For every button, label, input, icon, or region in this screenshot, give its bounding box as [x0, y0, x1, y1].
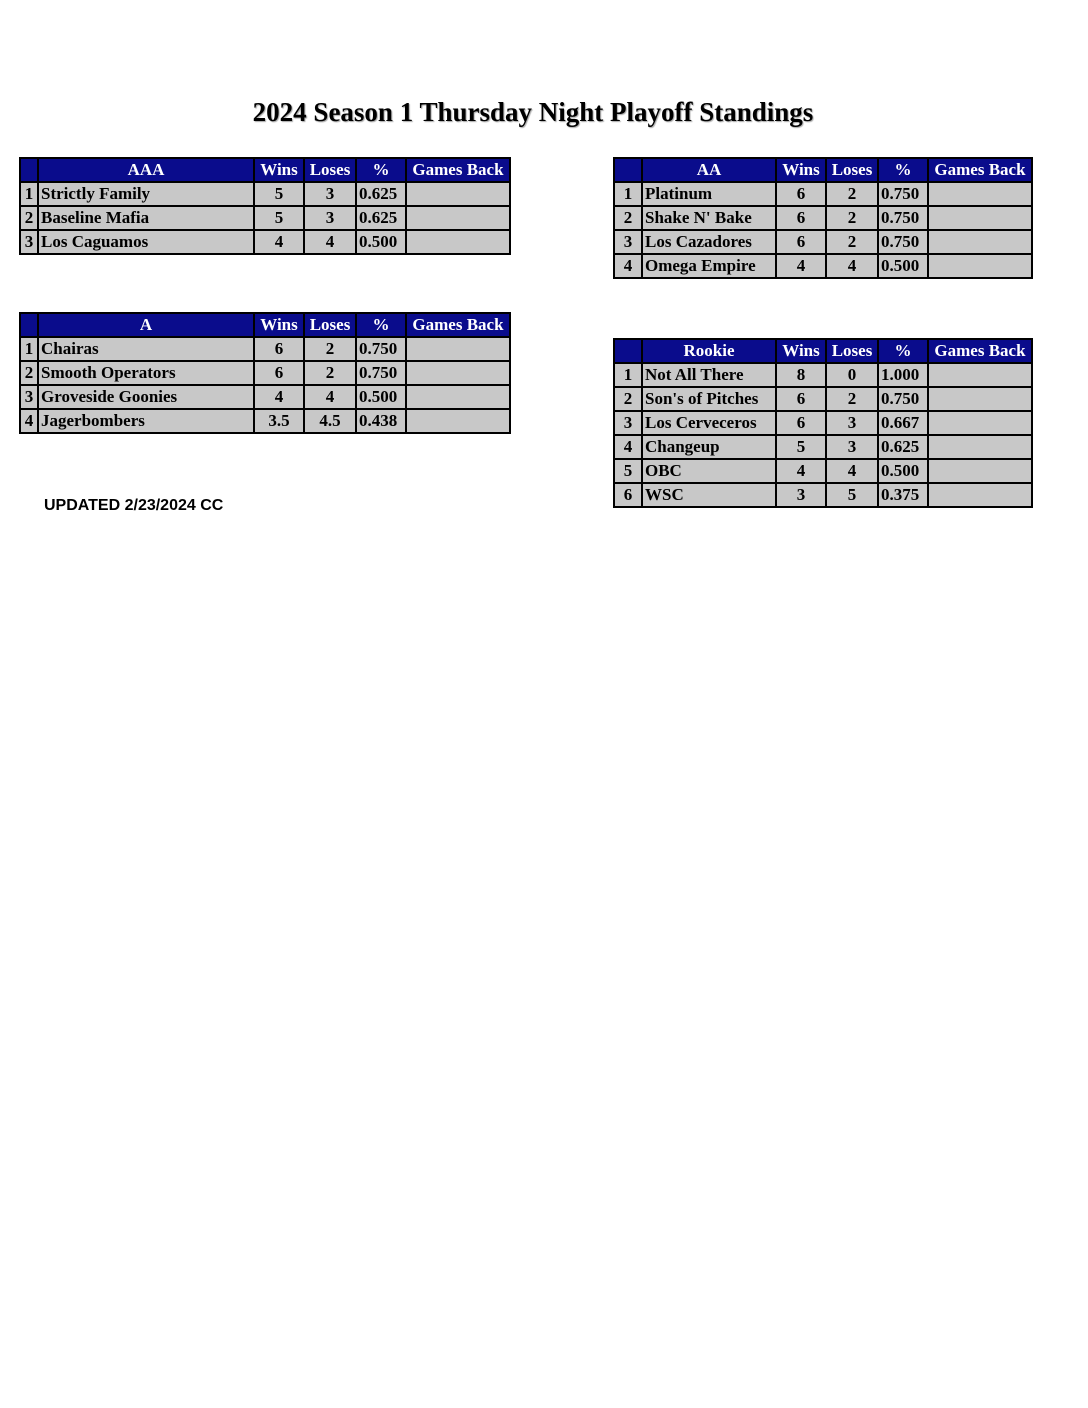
- wins-header: Wins: [776, 339, 826, 363]
- table-header-row: [614, 339, 1032, 363]
- pct-header: %: [878, 158, 928, 182]
- rank-cell: 6: [614, 483, 642, 507]
- pct-cell: 0.750: [878, 387, 928, 411]
- rank-header: [614, 339, 642, 363]
- wins-cell: 5: [776, 435, 826, 459]
- wins-cell: 4: [776, 254, 826, 278]
- rank-cell: 1: [614, 182, 642, 206]
- division-name: AAA: [38, 158, 254, 182]
- loses-cell: 4: [826, 254, 878, 278]
- wins-cell: 8: [776, 363, 826, 387]
- loses-header: Loses: [304, 313, 356, 337]
- loses-cell: 2: [826, 230, 878, 254]
- table-row: [20, 385, 510, 409]
- wins-cell: 6: [776, 230, 826, 254]
- loses-cell: 4: [826, 459, 878, 483]
- games-back-cell: [928, 483, 1032, 507]
- games-back-cell: [406, 182, 510, 206]
- pct-cell: 0.750: [878, 230, 928, 254]
- games-back-cell: [406, 409, 510, 433]
- loses-cell: 2: [304, 361, 356, 385]
- rank-header: [20, 313, 38, 337]
- pct-cell: 0.625: [878, 435, 928, 459]
- loses-cell: 2: [826, 182, 878, 206]
- division-name: AA: [642, 158, 776, 182]
- team-name-cell: Chairas: [38, 337, 254, 361]
- games-back-cell: [928, 435, 1032, 459]
- table-row: [614, 435, 1032, 459]
- table-row: [20, 182, 510, 206]
- pct-cell: 1.000: [878, 363, 928, 387]
- wins-cell: 3.5: [254, 409, 304, 433]
- division-name: A: [38, 313, 254, 337]
- loses-cell: 3: [826, 411, 878, 435]
- wins-cell: 4: [254, 230, 304, 254]
- table-row: [614, 459, 1032, 483]
- wins-cell: 6: [776, 182, 826, 206]
- wins-cell: 6: [776, 206, 826, 230]
- table-header-row: [20, 158, 510, 182]
- team-name-cell: Shake N' Bake: [642, 206, 776, 230]
- games-back-cell: [406, 337, 510, 361]
- rank-cell: 1: [20, 337, 38, 361]
- games-back-header: Games Back: [406, 158, 510, 182]
- table-row: [614, 387, 1032, 411]
- rank-cell: 4: [20, 409, 38, 433]
- team-name-cell: Omega Empire: [642, 254, 776, 278]
- pct-cell: 0.750: [356, 337, 406, 361]
- games-back-cell: [406, 230, 510, 254]
- games-back-cell: [928, 230, 1032, 254]
- wins-cell: 5: [254, 206, 304, 230]
- pct-cell: 0.625: [356, 182, 406, 206]
- table-row: [20, 230, 510, 254]
- rank-cell: 2: [614, 206, 642, 230]
- pct-header: %: [356, 158, 406, 182]
- rank-cell: 3: [614, 411, 642, 435]
- pct-header: %: [356, 313, 406, 337]
- games-back-cell: [928, 254, 1032, 278]
- games-back-cell: [406, 385, 510, 409]
- team-name-cell: Son's of Pitches: [642, 387, 776, 411]
- rank-cell: 2: [614, 387, 642, 411]
- wins-cell: 6: [254, 337, 304, 361]
- rank-cell: 2: [20, 361, 38, 385]
- table-row: [614, 411, 1032, 435]
- team-name-cell: Baseline Mafia: [38, 206, 254, 230]
- table-row: [614, 182, 1032, 206]
- table-row: [614, 230, 1032, 254]
- loses-cell: 2: [304, 337, 356, 361]
- games-back-cell: [928, 182, 1032, 206]
- games-back-cell: [928, 363, 1032, 387]
- table-header-row: [20, 313, 510, 337]
- rank-cell: 5: [614, 459, 642, 483]
- pct-cell: 0.500: [878, 459, 928, 483]
- loses-cell: 3: [304, 182, 356, 206]
- games-back-cell: [928, 387, 1032, 411]
- loses-cell: 0: [826, 363, 878, 387]
- rank-cell: 4: [614, 435, 642, 459]
- table-row: [20, 206, 510, 230]
- wins-cell: 4: [776, 459, 826, 483]
- rank-cell: 1: [614, 363, 642, 387]
- updated-note: UPDATED 2/23/2024 CC: [44, 497, 224, 514]
- table-row: [614, 254, 1032, 278]
- team-name-cell: WSC: [642, 483, 776, 507]
- games-back-cell: [406, 206, 510, 230]
- loses-cell: 3: [304, 206, 356, 230]
- pct-cell: 0.500: [878, 254, 928, 278]
- wins-cell: 6: [254, 361, 304, 385]
- games-back-cell: [406, 361, 510, 385]
- pct-cell: 0.750: [878, 182, 928, 206]
- division-name: Rookie: [642, 339, 776, 363]
- table-row: [614, 206, 1032, 230]
- team-name-cell: Los Caguamos: [38, 230, 254, 254]
- team-name-cell: Changeup: [642, 435, 776, 459]
- team-name-cell: OBC: [642, 459, 776, 483]
- table-row: [614, 363, 1032, 387]
- games-back-header: Games Back: [928, 158, 1032, 182]
- loses-header: Loses: [826, 339, 878, 363]
- loses-cell: 2: [826, 206, 878, 230]
- team-name-cell: Groveside Goonies: [38, 385, 254, 409]
- table-row: [20, 361, 510, 385]
- page-title: 2024 Season 1 Thursday Night Playoff Standings: [252, 97, 814, 127]
- loses-cell: 2: [826, 387, 878, 411]
- games-back-header: Games Back: [406, 313, 510, 337]
- wins-header: Wins: [254, 313, 304, 337]
- standings-table-a: [19, 312, 511, 434]
- pct-cell: 0.500: [356, 385, 406, 409]
- pct-cell: 0.625: [356, 206, 406, 230]
- wins-header: Wins: [776, 158, 826, 182]
- team-name-cell: Platinum: [642, 182, 776, 206]
- team-name-cell: Not All There: [642, 363, 776, 387]
- team-name-cell: Strictly Family: [38, 182, 254, 206]
- wins-cell: 5: [254, 182, 304, 206]
- rank-cell: 3: [20, 385, 38, 409]
- table-header-row: [614, 158, 1032, 182]
- games-back-header: Games Back: [928, 339, 1032, 363]
- table-row: [20, 337, 510, 361]
- wins-cell: 6: [776, 411, 826, 435]
- pct-cell: 0.750: [878, 206, 928, 230]
- loses-cell: 4: [304, 230, 356, 254]
- rank-cell: 2: [20, 206, 38, 230]
- wins-cell: 3: [776, 483, 826, 507]
- rank-cell: 3: [20, 230, 38, 254]
- table-row: [614, 483, 1032, 507]
- loses-header: Loses: [304, 158, 356, 182]
- team-name-cell: Los Cazadores: [642, 230, 776, 254]
- loses-cell: 4: [304, 385, 356, 409]
- rank-cell: 3: [614, 230, 642, 254]
- standings-table-rookie: [613, 338, 1033, 508]
- pct-cell: 0.750: [356, 361, 406, 385]
- games-back-cell: [928, 411, 1032, 435]
- pct-cell: 0.438: [356, 409, 406, 433]
- games-back-cell: [928, 459, 1032, 483]
- loses-header: Loses: [826, 158, 878, 182]
- wins-cell: 4: [254, 385, 304, 409]
- loses-cell: 4.5: [304, 409, 356, 433]
- team-name-cell: Los Cerveceros: [642, 411, 776, 435]
- pct-header: %: [878, 339, 928, 363]
- rank-header: [20, 158, 38, 182]
- loses-cell: 3: [826, 435, 878, 459]
- table-row: [20, 409, 510, 433]
- team-name-cell: Jagerbombers: [38, 409, 254, 433]
- rank-header: [614, 158, 642, 182]
- team-name-cell: Smooth Operators: [38, 361, 254, 385]
- loses-cell: 5: [826, 483, 878, 507]
- standings-table-aa: [613, 157, 1033, 279]
- pct-cell: 0.500: [356, 230, 406, 254]
- wins-cell: 6: [776, 387, 826, 411]
- rank-cell: 1: [20, 182, 38, 206]
- standings-table-aaa: [19, 157, 511, 255]
- rank-cell: 4: [614, 254, 642, 278]
- wins-header: Wins: [254, 158, 304, 182]
- pct-cell: 0.375: [878, 483, 928, 507]
- pct-cell: 0.667: [878, 411, 928, 435]
- games-back-cell: [928, 206, 1032, 230]
